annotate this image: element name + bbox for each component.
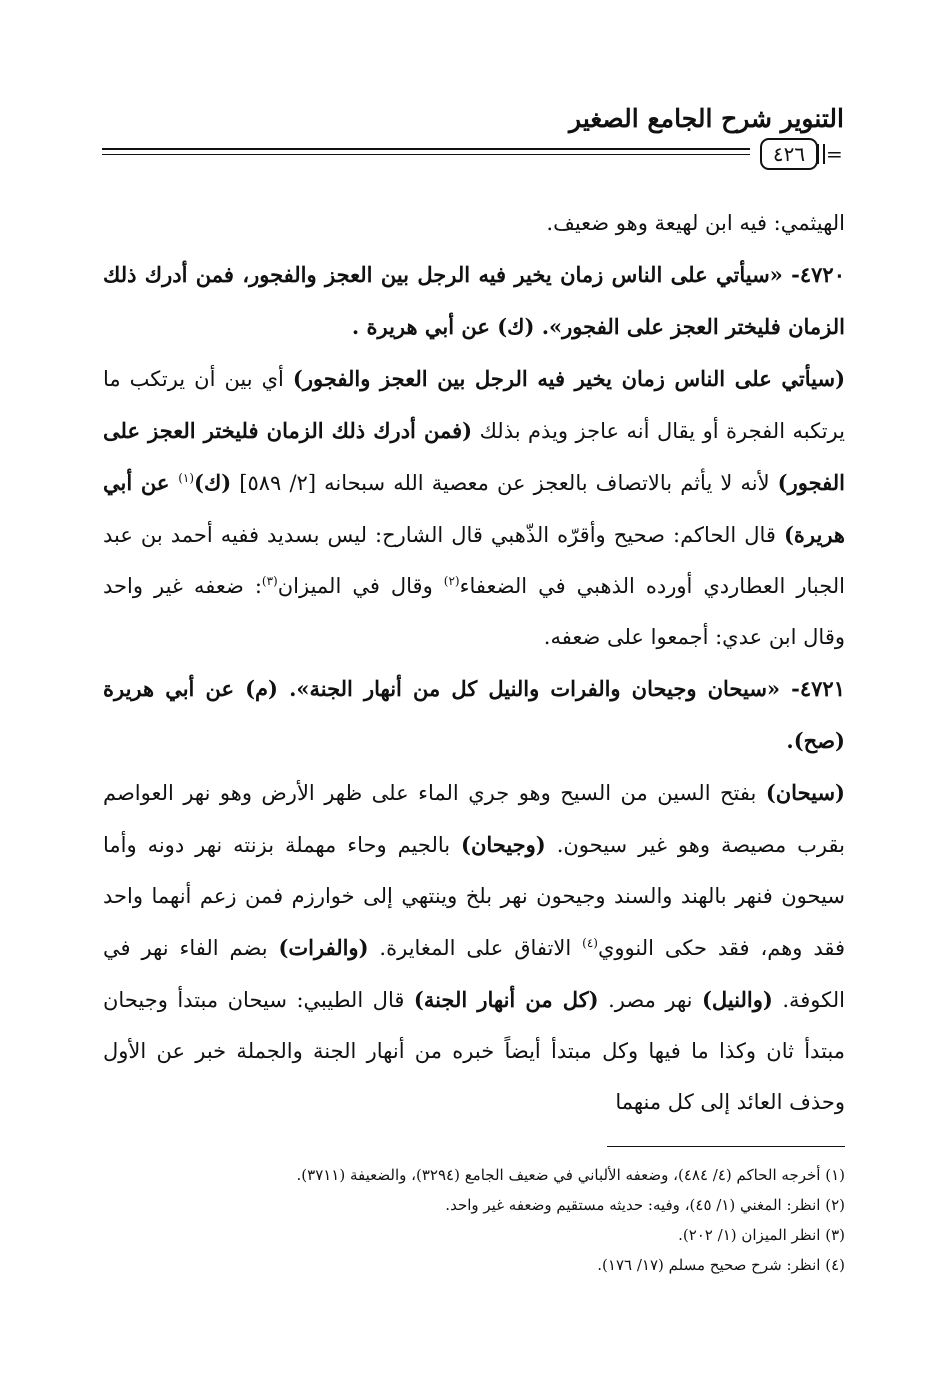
quote-7: (والفرات): [278, 935, 369, 960]
footnote-2: (٢) انظر: المغني (١/ ٤٥)، وفيه: حديثه مستقيم وضعفه غير واحد.: [445, 1196, 845, 1214]
hadith-4720: [103, 249, 845, 353]
quote-5: (سيحان): [765, 780, 845, 805]
text-1: أي بين أن يرتكب ما يرتكبه الفجرة أو يقال أنه عاجز ويذم بذلك: [103, 367, 845, 443]
quote-2: (فمن أدرك ذلك الزمان فليختر العجز على الفجور): [103, 418, 845, 495]
text-11: قال الطيبي: سيحان مبتدأ وجيحان مبتدأ ثان وكذا ما فيها وكل مبتدأ أيضاً خبره من أنهار الجنة والجملة خبر عن الأول وحذف العائد إلى كل منهما: [103, 988, 845, 1114]
running-title: التنوير شرح الجامع الصغير: [569, 104, 844, 133]
hadith-4721-text: ٤٧٢١- «سيحان وجيحان والفرات والنيل كل من أنهار الجنة». (م) عن أبي هريرة (صح).: [103, 676, 845, 753]
text-3: قال الحاكم: صحيح وأقرّه الذّهبي قال الشارح: ليس بسديد ففيه أحمد بن عبد الجبار العطاردي أورده الذهبي في الضعفاء: [103, 523, 845, 598]
quote-1: (سيأتي على الناس زمان يخير فيه الرجل بين العجز والفجور): [292, 366, 846, 391]
paragraph-1: الهيثمي: فيه ابن لهيعة وهو ضعيف.: [546, 211, 845, 235]
quote-9: (كل من أنهار الجنة): [413, 987, 599, 1012]
hadith-4721: [103, 663, 845, 767]
page-number-box: [760, 138, 818, 170]
commentary-4721: [103, 767, 845, 1128]
hadith-4720-text: ٤٧٢٠- «سيأتي على الناس زمان يخير فيه الرجل بين العجز والفجور، فمن أدرك ذلك الزمان فليختر العجز على الفجور». (ك) عن أبي هريرة .: [103, 262, 845, 339]
text-8: الاتفاق على المغايرة.: [368, 936, 583, 960]
text-2: لأنه لا يأثم بالاتصاف بالعجز عن معصية الله سبحانه [٢/ ٥٨٩]: [231, 471, 778, 495]
quote-3: (ك): [194, 470, 232, 495]
text-9: بضم الفاء نهر في الكوفة.: [103, 936, 845, 1012]
footnotes: [103, 1160, 845, 1280]
footnote-separator: [607, 1146, 845, 1147]
text-7: بالجيم وحاء مهملة بزنته نهر دونه وأما سيحون فنهر بالهند والسند وجيحون نهر بلخ وينتهي إلى خوارزم فمن زعم أنهما واحد فقد وهم، فقد حكى النووي: [103, 833, 846, 960]
text-6: بفتح السين من السيح وهو جري الماء على ظهر الأرض وهو نهر العواصم بقرب مصيصة وهو غير سيحون.: [103, 781, 845, 857]
main-text: [103, 198, 845, 1128]
header-rule-thin: [102, 154, 750, 155]
quote-4: عن أبي هريرة): [103, 470, 845, 547]
text-5: : ضعفه غير واحد وقال ابن عدي: أجمعوا على ضعفه.: [103, 574, 845, 649]
header-rule-thick: [102, 148, 750, 150]
footnote-3: (٣) انظر الميزان (١/ ٢٠٢).: [678, 1226, 845, 1244]
footnote-1: (١) أخرجه الحاكم (٤/ ٤٨٤)، وضعفه الألباني في ضعيف الجامع (٣٢٩٤)، والضعيفة (٣٧١١).: [296, 1166, 845, 1184]
page-number: ٤٢٦: [772, 142, 806, 166]
quote-8: (والنيل): [702, 987, 773, 1012]
footnote-ref-2[interactable]: (٢): [443, 574, 460, 588]
footnote-4: (٤) انظر: شرح صحيح مسلم (١٧/ ١٧٦).: [597, 1256, 845, 1274]
footnote-ref-1[interactable]: (١): [178, 471, 195, 485]
text-10: نهر مصر.: [598, 988, 702, 1012]
commentary-4720: [103, 353, 845, 663]
page-number-ornament: =: [826, 142, 843, 166]
footnote-ref-3[interactable]: (٣): [261, 574, 278, 588]
text-4: وقال في الميزان: [277, 574, 444, 598]
footnote-ref-4[interactable]: (٤): [582, 936, 598, 950]
quote-6: (وجيحان): [461, 832, 546, 857]
